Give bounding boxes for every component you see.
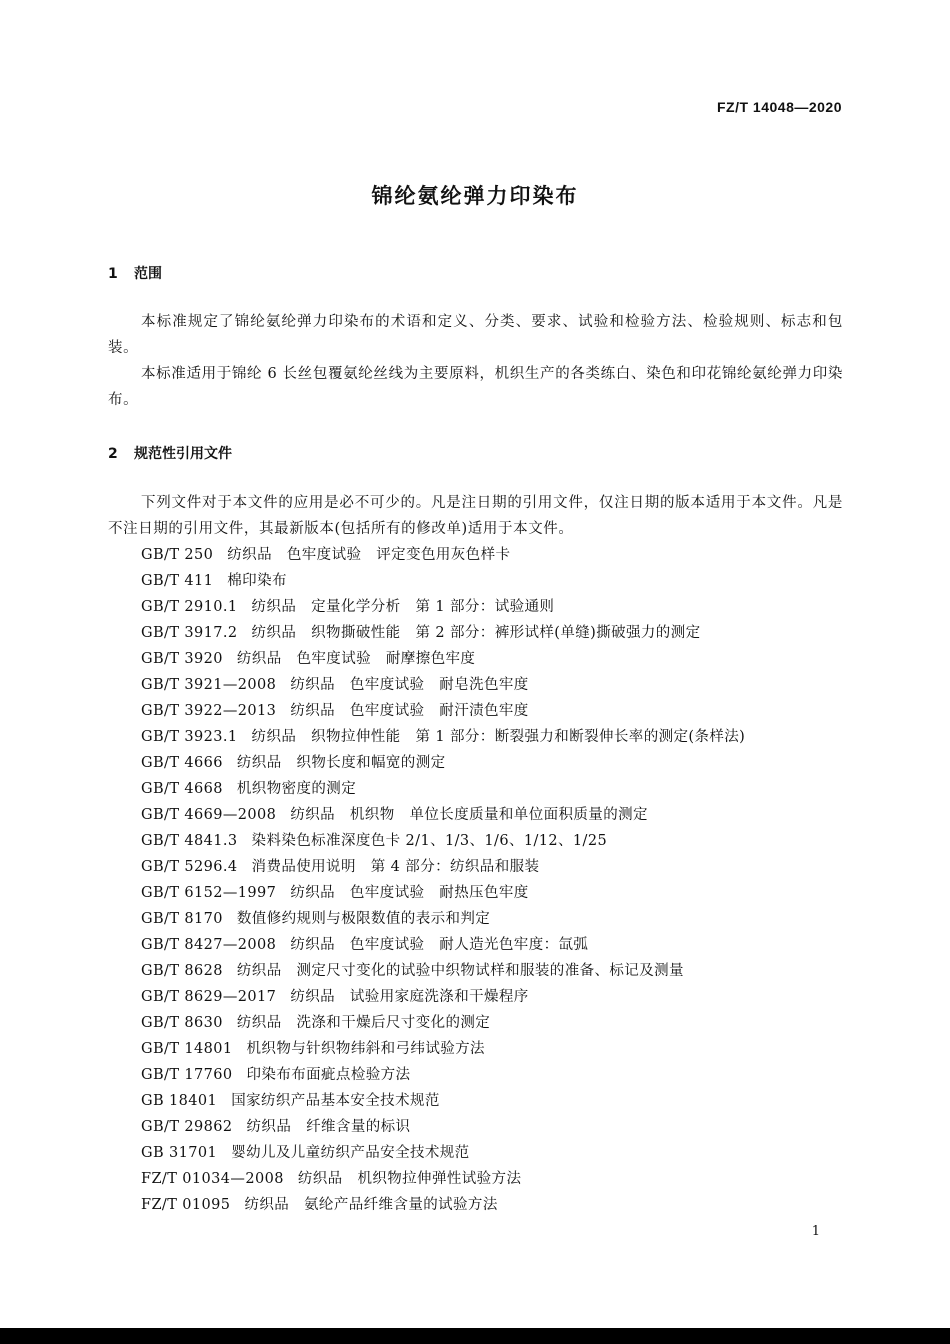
reference-title: 纺织品 色牢度试验 评定变色用灰色样卡 bbox=[227, 547, 511, 563]
reference-code: GB/T 411 bbox=[141, 573, 214, 589]
reference-code: GB/T 17760 bbox=[141, 1067, 233, 1083]
reference-title: 纺织品 织物长度和幅宽的测定 bbox=[236, 755, 446, 771]
reference-title: 纺织品 定量化学分析 第 1 部分：试验通则 bbox=[251, 599, 555, 615]
reference-title: 纺织品 氨纶产品纤维含量的试验方法 bbox=[244, 1197, 498, 1213]
paragraph: 下列文件对于本文件的应用是必不可少的。凡是注日期的引用文件，仅注日期的版本适用于本文件。凡是不注日期的引用文件，其最新版本(包括所有的修改单)适用于本文件。 bbox=[108, 495, 843, 537]
reference-code: GB/T 6152—1997 bbox=[141, 885, 277, 901]
reference-item bbox=[141, 932, 745, 958]
section-number: 1 bbox=[108, 266, 118, 282]
reference-title: 纺织品 测定尺寸变化的试验中织物试样和服装的准备、标记及测量 bbox=[236, 963, 684, 979]
reference-item bbox=[141, 750, 745, 776]
reference-code: GB/T 250 bbox=[141, 547, 214, 563]
reference-code: GB/T 3921—2008 bbox=[141, 677, 277, 693]
paragraph: 本标准规定了锦纶氨纶弹力印染布的术语和定义、分类、要求、试验和检验方法、检验规则、标志和包装。 bbox=[108, 314, 843, 356]
reference-title: 机织物与针织物纬斜和弓纬试验方法 bbox=[246, 1041, 485, 1057]
reference-item bbox=[141, 620, 745, 646]
reference-item bbox=[141, 646, 745, 672]
reference-item bbox=[141, 1114, 745, 1140]
reference-title: 纺织品 纤维含量的标识 bbox=[246, 1119, 411, 1135]
reference-code: GB/T 8427—2008 bbox=[141, 937, 277, 953]
reference-code: FZ/T 01095 bbox=[141, 1197, 231, 1213]
reference-item bbox=[141, 1192, 745, 1218]
reference-code: GB/T 8628 bbox=[141, 963, 223, 979]
bottom-border bbox=[0, 1328, 950, 1344]
reference-item bbox=[141, 672, 745, 698]
reference-item bbox=[141, 828, 745, 854]
reference-title: 纺织品 机织物 单位长度质量和单位面积质量的测定 bbox=[290, 807, 648, 823]
paragraph: 本标准适用于锦纶 6 长丝包覆氨纶丝线为主要原料，机织生产的各类练白、染色和印花锦纶氨纶弹力印染布。 bbox=[108, 366, 843, 408]
reference-title: 纺织品 洗涤和干燥后尺寸变化的测定 bbox=[236, 1015, 491, 1031]
reference-code: GB/T 29862 bbox=[141, 1119, 233, 1135]
reference-item bbox=[141, 984, 745, 1010]
reference-item bbox=[141, 880, 745, 906]
reference-item bbox=[141, 568, 745, 594]
reference-item bbox=[141, 542, 745, 568]
reference-code: GB/T 3922—2013 bbox=[141, 703, 277, 719]
reference-title: 印染布布面疵点检验方法 bbox=[246, 1067, 411, 1083]
reference-code: GB/T 8170 bbox=[141, 911, 223, 927]
reference-item bbox=[141, 1088, 745, 1114]
reference-title: 婴幼儿及儿童纺织产品安全技术规范 bbox=[231, 1145, 470, 1161]
standard-code: FZ/T 14048—2020 bbox=[716, 99, 842, 115]
reference-code: GB/T 8630 bbox=[141, 1015, 223, 1031]
reference-title: 数值修约规则与极限数值的表示和判定 bbox=[236, 911, 491, 927]
section-heading-scope bbox=[108, 263, 162, 283]
reference-title: 纺织品 机织物拉伸弹性试验方法 bbox=[297, 1171, 522, 1187]
reference-code: GB/T 3920 bbox=[141, 651, 223, 667]
reference-title: 消费品使用说明 第 4 部分：纺织品和服装 bbox=[251, 859, 540, 875]
section-number: 2 bbox=[108, 446, 118, 462]
reference-list bbox=[141, 542, 745, 1218]
reference-item bbox=[141, 594, 745, 620]
reference-code: GB/T 4666 bbox=[141, 755, 223, 771]
reference-code: GB 18401 bbox=[141, 1093, 218, 1109]
reference-title: 纺织品 织物撕破性能 第 2 部分：裤形试样(单缝)撕破强力的测定 bbox=[251, 625, 701, 641]
reference-item bbox=[141, 1036, 745, 1062]
reference-item bbox=[141, 1140, 745, 1166]
reference-code: GB/T 14801 bbox=[141, 1041, 233, 1057]
section-title: 规范性引用文件 bbox=[134, 446, 232, 462]
section-heading-normative-references bbox=[108, 443, 232, 463]
page-number: 1 bbox=[811, 1224, 820, 1239]
reference-item bbox=[141, 802, 745, 828]
reference-item bbox=[141, 698, 745, 724]
reference-title: 机织物密度的测定 bbox=[236, 781, 357, 797]
document-title: 锦纶氨纶弹力印染布 bbox=[371, 184, 579, 208]
reference-code: GB 31701 bbox=[141, 1145, 218, 1161]
reference-code: FZ/T 01034—2008 bbox=[141, 1171, 284, 1187]
reference-item bbox=[141, 1010, 745, 1036]
reference-item bbox=[141, 958, 745, 984]
reference-item bbox=[141, 854, 745, 880]
reference-code: GB/T 8629—2017 bbox=[141, 989, 277, 1005]
reference-item bbox=[141, 906, 745, 932]
reference-title: 纺织品 试验用家庭洗涤和干燥程序 bbox=[290, 989, 529, 1005]
reference-code: GB/T 2910.1 bbox=[141, 599, 238, 615]
reference-title: 染料染色标准深度色卡 2/1、1/3、1/6、1/12、1/25 bbox=[251, 833, 608, 849]
reference-item bbox=[141, 1062, 745, 1088]
reference-title: 纺织品 色牢度试验 耐人造光色牢度：氙弧 bbox=[290, 937, 589, 953]
reference-title: 纺织品 色牢度试验 耐热压色牢度 bbox=[290, 885, 529, 901]
reference-code: GB/T 4841.3 bbox=[141, 833, 238, 849]
reference-title: 纺织品 色牢度试验 耐汗渍色牢度 bbox=[290, 703, 529, 719]
reference-code: GB/T 5296.4 bbox=[141, 859, 238, 875]
reference-code: GB/T 4668 bbox=[141, 781, 223, 797]
reference-title: 纺织品 色牢度试验 耐皂洗色牢度 bbox=[290, 677, 529, 693]
reference-title: 纺织品 织物拉伸性能 第 1 部分：断裂强力和断裂伸长率的测定(条样法) bbox=[251, 729, 746, 745]
reference-item bbox=[141, 724, 745, 750]
reference-code: GB/T 4669—2008 bbox=[141, 807, 277, 823]
reference-item bbox=[141, 1166, 745, 1192]
reference-title: 棉印染布 bbox=[227, 573, 287, 589]
section-title: 范围 bbox=[134, 266, 162, 282]
reference-item bbox=[141, 776, 745, 802]
reference-code: GB/T 3917.2 bbox=[141, 625, 238, 641]
reference-title: 国家纺织产品基本安全技术规范 bbox=[231, 1093, 440, 1109]
reference-title: 纺织品 色牢度试验 耐摩擦色牢度 bbox=[236, 651, 476, 667]
reference-code: GB/T 3923.1 bbox=[141, 729, 238, 745]
